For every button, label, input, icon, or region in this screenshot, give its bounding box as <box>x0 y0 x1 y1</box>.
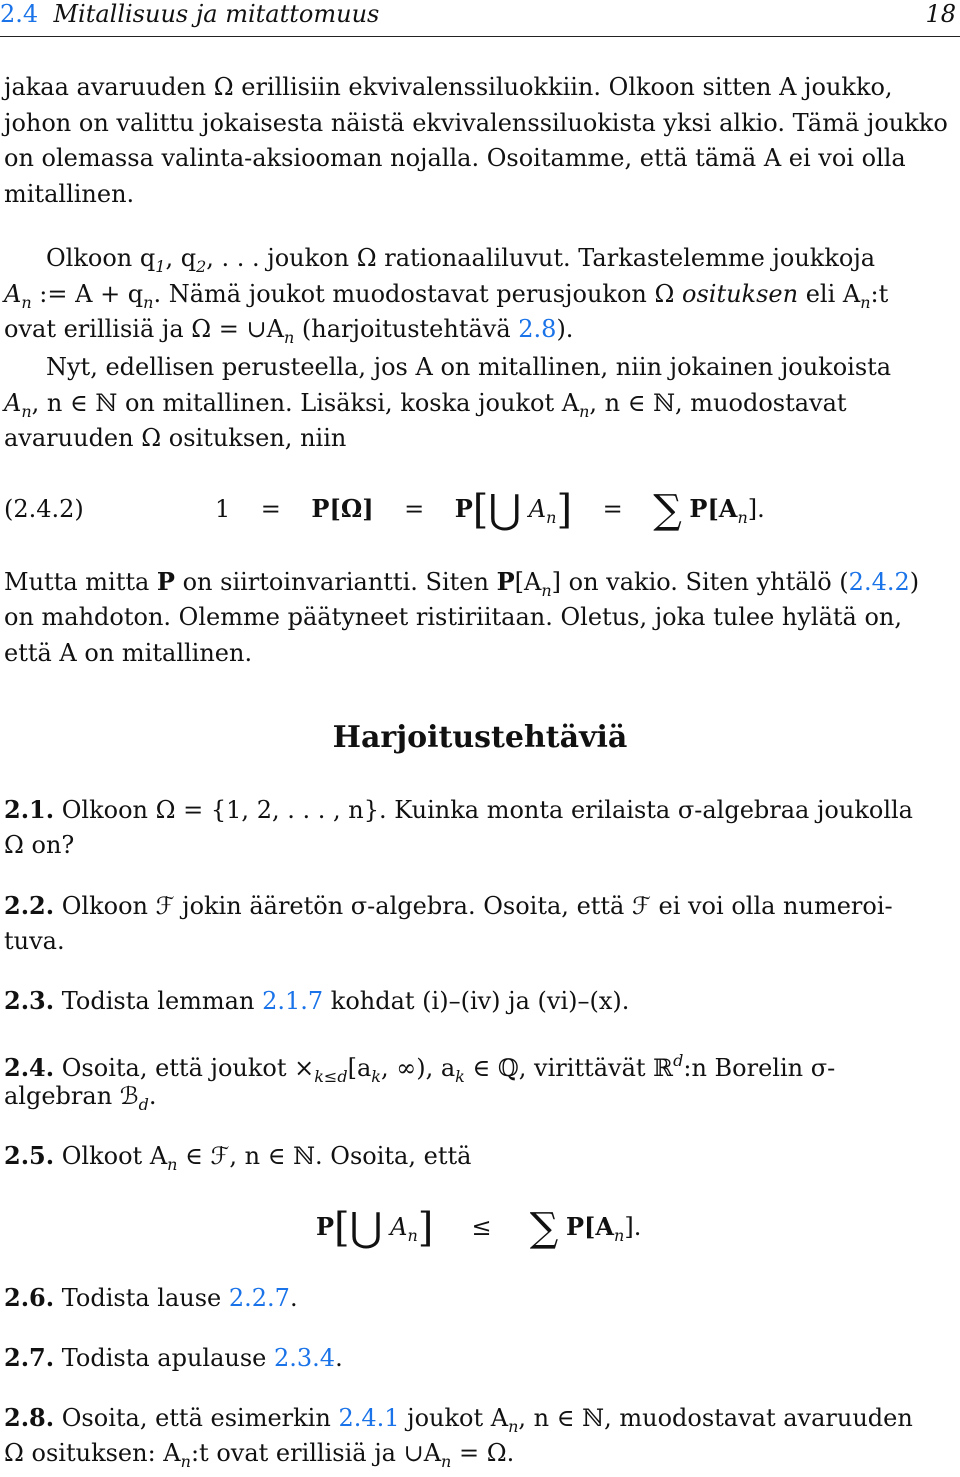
text-span: := A + q <box>31 280 144 308</box>
math-bracket: ] <box>417 1205 434 1251</box>
text-span: Ω osituksen: A <box>4 1439 181 1467</box>
section-title <box>0 0 379 28</box>
math-symbol: ]. <box>624 1213 642 1241</box>
text-line: mitallinen. <box>4 180 135 208</box>
example-link[interactable]: 2.4.1 <box>338 1404 400 1432</box>
text-span: Olkoon Ω = {1, 2, . . . , n}. Kuinka monta erilaista σ-algebraa joukolla <box>61 796 913 824</box>
text-span: :t <box>870 280 889 308</box>
text-span: Todista lause <box>61 1284 229 1312</box>
exercise-number: 2.4. <box>4 1053 55 1082</box>
exercise-number: 2.5. <box>4 1141 55 1170</box>
subscript: n <box>737 508 748 527</box>
text-line <box>4 314 956 353</box>
text-line <box>4 388 956 427</box>
text-span: [a <box>347 1054 372 1082</box>
theorem-link[interactable]: 2.2.7 <box>228 1284 290 1312</box>
exercise-number: 2.2. <box>4 891 55 920</box>
text-line <box>46 243 956 282</box>
text-span: :t ovat erillisiä ja ∪A <box>190 1439 442 1467</box>
exercise-number: 2.8. <box>4 1403 55 1432</box>
text-line: Nyt, edellisen perusteella, jos A on mitallinen, niin jokainen joukoista <box>46 353 892 381</box>
text-span: :n Borelin σ- <box>683 1054 836 1082</box>
math-symbol: ≤ <box>471 1213 492 1241</box>
text-span: algebran ℬ <box>4 1082 139 1110</box>
exercise-2-7 <box>4 1343 956 1373</box>
text-line: tuva. <box>4 927 65 955</box>
section-number: 2.4 <box>0 0 39 28</box>
text-line: jakaa avaruuden Ω erillisiin ekvivalenssiluokkiin. Olkoon sitten A joukko, <box>4 73 893 101</box>
exercise-2-8 <box>4 1403 956 1442</box>
subscript: n <box>579 402 590 421</box>
exercise-link[interactable]: 2.8 <box>518 315 557 343</box>
text-span: , n ∈ ℕ, muodostavat <box>589 389 847 417</box>
text-span: Olkoot A <box>61 1142 168 1170</box>
math-var: A <box>4 389 22 417</box>
math-symbol: P <box>496 567 515 596</box>
math-symbol: P <box>316 1212 335 1241</box>
text-line: johon on valittu jokaisesta näistä ekvivalenssiluokista yksi alkio. Tämä joukko <box>4 109 948 137</box>
text-span: , n ∈ ℕ, muodostavat avaruuden <box>518 1404 913 1432</box>
inequality <box>316 1205 642 1251</box>
text-line <box>4 279 956 318</box>
equation-number: (2.4.2) <box>4 495 84 523</box>
subscript: n <box>283 328 295 347</box>
text-line <box>4 1081 956 1120</box>
lemma-link[interactable]: 2.1.7 <box>262 987 324 1015</box>
text-span: , n ∈ ℕ on mitallinen. Lisäksi, koska joukot A <box>31 389 580 417</box>
subscript: 2 <box>196 257 207 276</box>
exercise-2-5 <box>4 1141 956 1180</box>
text-line: on olemassa valinta-aksiooman nojalla. Osoitamme, että tämä A ei voi olla <box>4 144 906 172</box>
text-line <box>4 567 956 606</box>
subscript: d <box>138 1095 149 1114</box>
sum-symbol: ∑ <box>653 487 682 533</box>
text-span: = Ω. <box>451 1439 515 1467</box>
lemma-link[interactable]: 2.3.4 <box>274 1344 336 1372</box>
exercise-number: 2.3. <box>4 986 55 1015</box>
text-span: Osoita, että esimerkin <box>61 1404 339 1432</box>
subscript: n <box>21 402 32 421</box>
subscript: n <box>441 1452 452 1471</box>
text-span: [A <box>514 568 542 596</box>
text-span: Mutta mitta <box>4 568 157 596</box>
text-span: . <box>289 1284 298 1312</box>
exercise-number: 2.6. <box>4 1283 55 1312</box>
text-span: Olkoon q <box>46 244 156 272</box>
math-bracket: [ <box>334 1205 350 1251</box>
math-symbol: = <box>404 495 425 523</box>
text-span: . <box>148 1082 157 1110</box>
math-var: A <box>390 1213 408 1241</box>
text-span: . Nämä joukot muodostavat perusjoukon Ω <box>153 280 683 308</box>
subscript: n <box>546 508 557 527</box>
math-symbol: ]. <box>747 495 765 523</box>
text-span: Todista apulause <box>61 1344 274 1372</box>
text-span: ) <box>909 568 920 596</box>
text-span: ∈ ℚ, virittävät ℝ <box>464 1054 674 1082</box>
running-header <box>0 0 960 37</box>
math-symbol: P <box>156 567 175 596</box>
text-line: avaruuden Ω osituksen, niin <box>4 424 347 452</box>
subscript: k≤d <box>314 1067 348 1086</box>
math-symbol: P <box>454 494 473 523</box>
math-var: A <box>4 280 22 308</box>
text-span: eli A <box>798 280 861 308</box>
exercise-number: 2.7. <box>4 1343 55 1372</box>
text-span: . <box>335 1344 343 1372</box>
text-line: Ω on? <box>4 831 75 859</box>
subscript: n <box>21 293 32 312</box>
text-span: on siirtoinvariantti. Siten <box>174 568 497 596</box>
exercise-2-6 <box>4 1283 956 1313</box>
text-span: kohdat (i)–(iv) ja (vi)–(x). <box>323 987 630 1015</box>
text-span: , q <box>165 244 197 272</box>
subscript: 1 <box>155 257 166 276</box>
text-span: Todista lemman <box>61 987 263 1015</box>
subscript: n <box>180 1452 191 1471</box>
text-span: Olkoon ℱ jokin ääretön σ-algebra. Osoita, että ℱ ei voi olla numeroi- <box>61 892 893 920</box>
subscript: n <box>167 1155 178 1174</box>
text-span: Osoita, että joukot × <box>61 1054 315 1082</box>
subscript: n <box>541 581 552 600</box>
superscript: d <box>673 1051 684 1070</box>
union-symbol: ⋃ <box>488 487 522 533</box>
text-line <box>4 1438 956 1477</box>
equation-body <box>215 487 765 533</box>
page-number: 18 <box>925 0 956 28</box>
math-var: A <box>528 495 547 523</box>
subscript: k <box>455 1067 465 1086</box>
exercise-2-3 <box>4 986 956 1016</box>
text-span: ] on vakio. Siten yhtälö ( <box>551 568 849 596</box>
text-line: että A on mitallinen. <box>4 639 253 667</box>
subscript: n <box>614 1226 625 1245</box>
text-span: ). <box>556 315 574 343</box>
math-expression: P[A <box>566 1212 615 1241</box>
subscript: n <box>860 293 871 312</box>
math-symbol: 1 <box>215 495 231 523</box>
math-expression: P[Ω] <box>311 494 374 523</box>
math-symbol: = <box>260 495 281 523</box>
text-span: joukot A <box>399 1404 509 1432</box>
math-symbol: = <box>602 495 623 523</box>
subscript: k <box>371 1067 381 1086</box>
math-bracket: ] <box>556 487 573 533</box>
text-span: , . . . joukon Ω rationaaliluvut. Tarkastelemme joukkoja <box>206 244 876 272</box>
text-line: on mahdoton. Olemme päätyneet ristiriitaan. Oletus, joka tulee hylätä on, <box>4 603 903 631</box>
subscript: n <box>407 1226 418 1245</box>
exercises-heading: Harjoitustehtäviä <box>332 720 628 755</box>
section-title-text: Mitallisuus ja mitattomuus <box>53 0 380 28</box>
union-symbol: ⋃ <box>349 1205 383 1251</box>
text-span: , ∞), a <box>380 1054 456 1082</box>
exercise-number: 2.1. <box>4 795 55 824</box>
subscript: n <box>143 293 154 312</box>
emphasis: osituksen <box>682 280 799 308</box>
math-bracket: [ <box>472 487 489 533</box>
text-span: ∈ ℱ, n ∈ ℕ. Osoita, että <box>177 1142 472 1170</box>
exercise-2-1 <box>4 795 956 825</box>
text-span: (harjoitustehtävä <box>294 315 519 343</box>
subscript: n <box>508 1417 519 1436</box>
sum-symbol: ∑ <box>529 1205 559 1251</box>
exercise-2-2 <box>4 891 956 921</box>
equation-link[interactable]: 2.4.2 <box>848 568 910 596</box>
math-expression: P[A <box>689 494 738 523</box>
text-span: ovat erillisiä ja Ω = ∪A <box>4 315 284 343</box>
